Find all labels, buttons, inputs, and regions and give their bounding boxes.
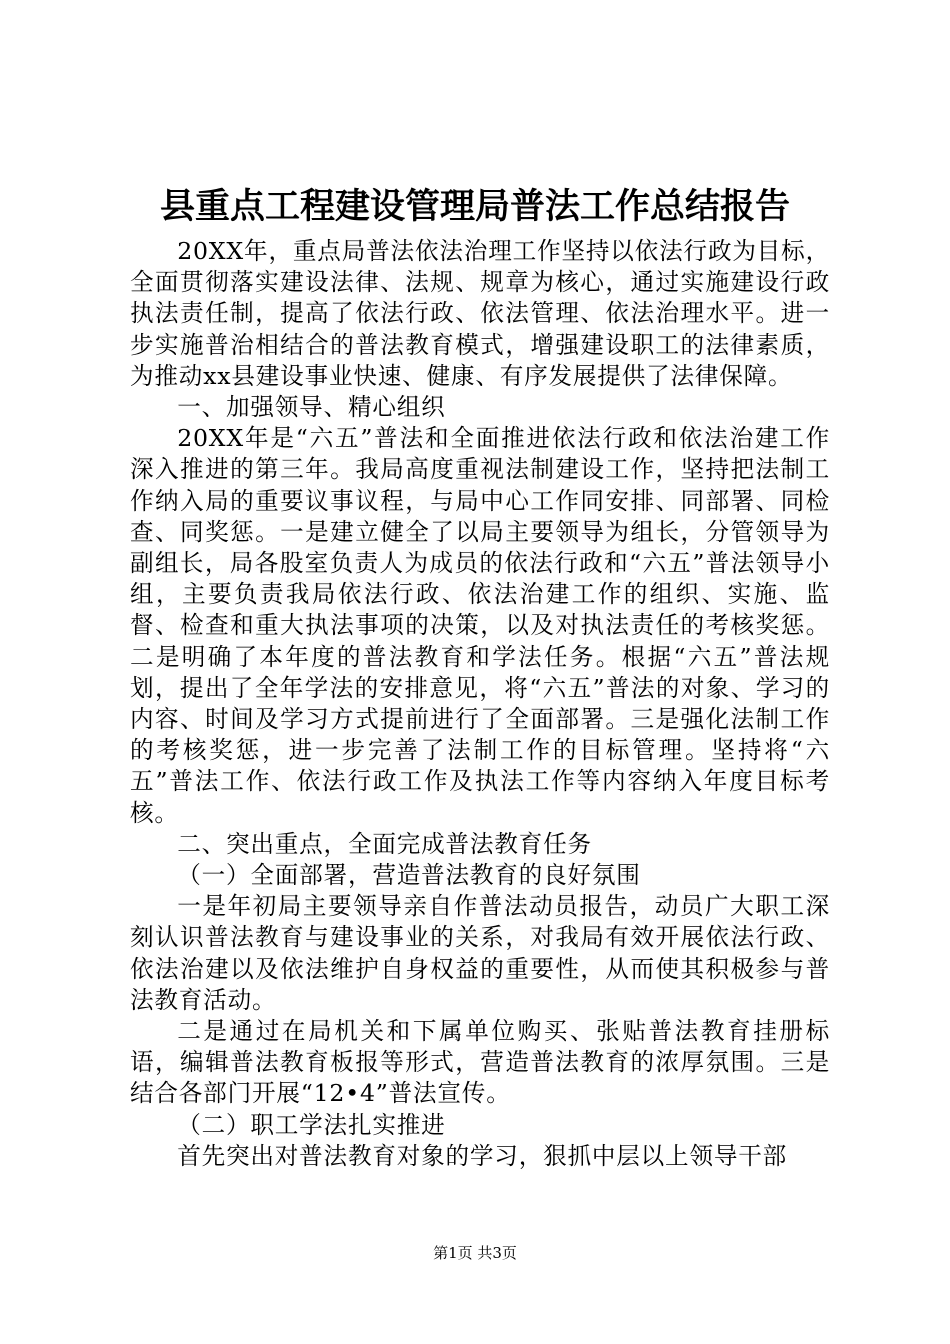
subsection-heading-2: （二）职工学法扎实推进 bbox=[177, 1110, 446, 1139]
subsection-2-paragraph-1: 首先突出对普法教育对象的学习，狠抓中层以上领导干部 bbox=[177, 1141, 788, 1170]
section-heading-1: 一、加强领导、精心组织 bbox=[177, 393, 446, 422]
intro-paragraph: 20XX年，重点局普法依法治理工作坚持以依法行政为目标，全面贯彻落实建设法律、法规、规章为核心，通过实施建设行政执法责任制，提高了依法行政、依法管理、依法治理水平。进一步实施普治相结合的普法教育模式，增强建设职工的法律素质，为推动xx县建设事业快速、健康、有序发展提供了法律保障。 bbox=[130, 237, 830, 390]
page-number-footer: 第1页 共3页 bbox=[433, 1244, 517, 1262]
subsection-1-paragraph-2: 二是通过在局机关和下属单位购买、张贴普法教育挂册标语，编辑普法教育板报等形式，营造普法教育的浓厚氛围。三是结合各部门开展“12•4”普法宣传。 bbox=[130, 1017, 830, 1108]
document-body bbox=[130, 236, 830, 1172]
document-title: 县重点工程建设管理局普法工作总结报告 bbox=[159, 187, 790, 227]
subsection-1-paragraph-1: 一是年初局主要领导亲自作普法动员报告，动员广大职工深刻认识普法教育与建设事业的关系，对我局有效开展依法行政、依法治建以及依法维护自身权益的重要性，从而使其积极参与普法教育活动。 bbox=[130, 892, 830, 1014]
section-heading-2: 二、突出重点，全面完成普法教育任务 bbox=[177, 829, 592, 858]
section-1-paragraph: 20XX年是“六五”普法和全面推进依法行政和依法治建工作深入推进的第三年。我局高度重视法制建设工作，坚持把法制工作纳入局的重要议事议程，与局中心工作同安排、同部署、同检查、同奖惩。一是建立健全了以局主要领导为组长，分管领导为副组长，局各股室负责人为成员的依法行政和“六五”普法领导小组，主要负责我局依法行政、依法治建工作的组织、实施、监督、检查和重大执法事项的决策，以及对执法责任的考核奖惩。二是明确了本年度的普法教育和学法任务。根据“六五”普法规划，提出了全年学法的安排意见，将“六五”普法的对象、学习的内容、时间及学习方式提前进行了全面部署。三是强化法制工作的考核奖惩，进一步完善了法制工作的目标管理。坚持将“六五”普法工作、依法行政工作及执法工作等内容纳入年度目标考核。 bbox=[130, 424, 830, 827]
subsection-heading-1: （一）全面部署，营造普法教育的良好氛围 bbox=[177, 861, 641, 890]
